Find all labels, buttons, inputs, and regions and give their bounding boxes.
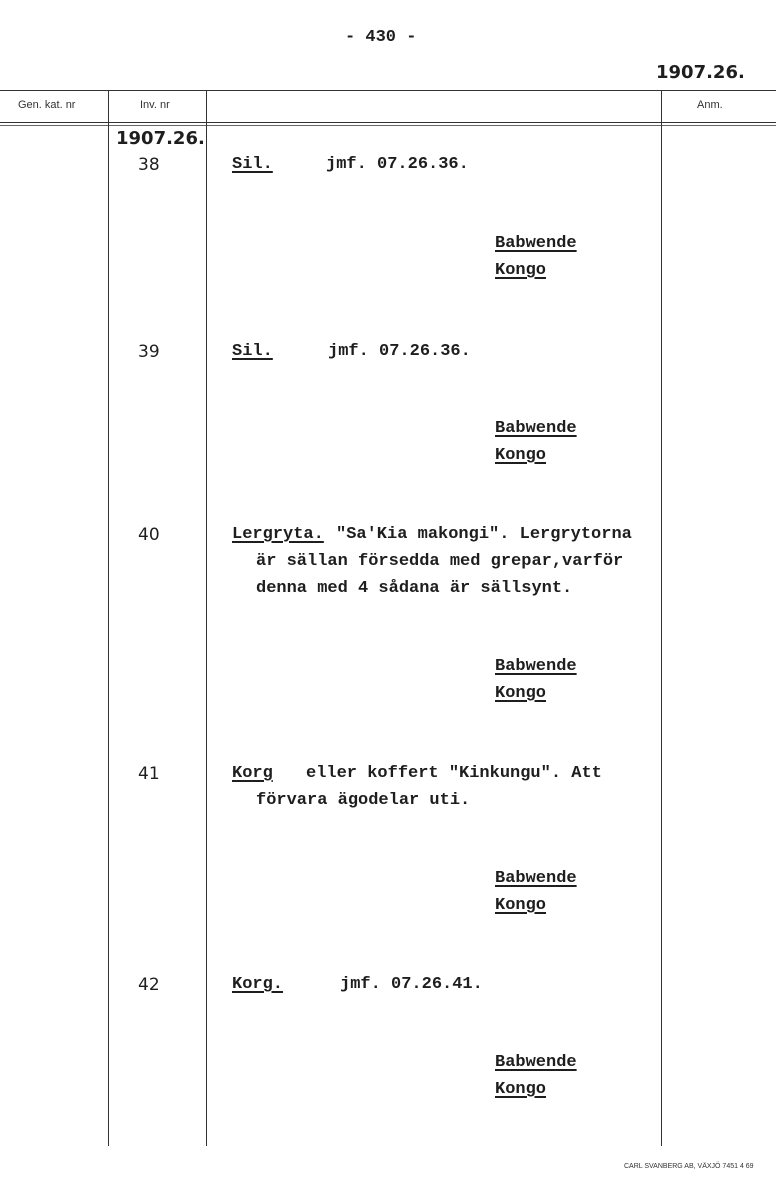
entry-text: eller koffert "Kinkungu". Att (306, 764, 602, 783)
entry-place-region: Kongo (495, 1080, 547, 1099)
column-header-anm: Anm. (697, 99, 723, 111)
entry-term: Sil. (232, 155, 273, 174)
entry-term: Korg. (232, 975, 284, 994)
entry-number: 40 (138, 525, 160, 545)
entry-text: jmf. 07.26.36. (326, 155, 469, 174)
column-divider-gen-inv (108, 90, 109, 1146)
column-divider-desc-anm (661, 90, 662, 1146)
entry-number: 41 (138, 764, 160, 784)
entry-place-region: Kongo (495, 261, 547, 280)
entry-place-people: Babwende (495, 1053, 577, 1072)
entry-place-people: Babwende (495, 234, 577, 253)
entry-place-region: Kongo (495, 896, 547, 915)
entry-continuation-line: är sällan försedda med grepar,varför (256, 552, 624, 571)
entry-number: 38 (138, 155, 160, 175)
entry-text: jmf. 07.26.41. (340, 975, 483, 994)
header-bottom-rule-2 (0, 125, 776, 126)
entry-continuation-line: denna med 4 sådana är sällsynt. (256, 579, 573, 598)
entry-number: 39 (138, 342, 160, 362)
column-divider-inv-desc (206, 90, 207, 1146)
header-top-rule (0, 90, 776, 91)
header-reference: 1907.26. (656, 62, 745, 83)
entry-text: "Sa'Kia makongi". Lergrytorna (336, 525, 632, 544)
page-number: - 430 - (345, 28, 417, 47)
entry-term: Sil. (232, 342, 273, 361)
series-label: 1907.26. (116, 128, 205, 149)
column-header-gen-kat: Gen. kat. nr (18, 99, 76, 111)
entry-place-region: Kongo (495, 684, 547, 703)
entry-text: jmf. 07.26.36. (328, 342, 471, 361)
header-bottom-rule (0, 122, 776, 123)
entry-term: Lergryta. (232, 525, 324, 544)
entry-term: Korg (232, 764, 273, 783)
printer-mark: CARL SVANBERG AB, VÄXJÖ 7451 4 69 (624, 1163, 754, 1170)
entry-place-people: Babwende (495, 657, 577, 676)
entry-place-people: Babwende (495, 869, 577, 888)
column-header-inv: Inv. nr (140, 99, 170, 111)
entry-place-region: Kongo (495, 446, 547, 465)
entry-number: 42 (138, 975, 160, 995)
entry-place-people: Babwende (495, 419, 577, 438)
entry-continuation-line: förvara ägodelar uti. (256, 791, 471, 810)
